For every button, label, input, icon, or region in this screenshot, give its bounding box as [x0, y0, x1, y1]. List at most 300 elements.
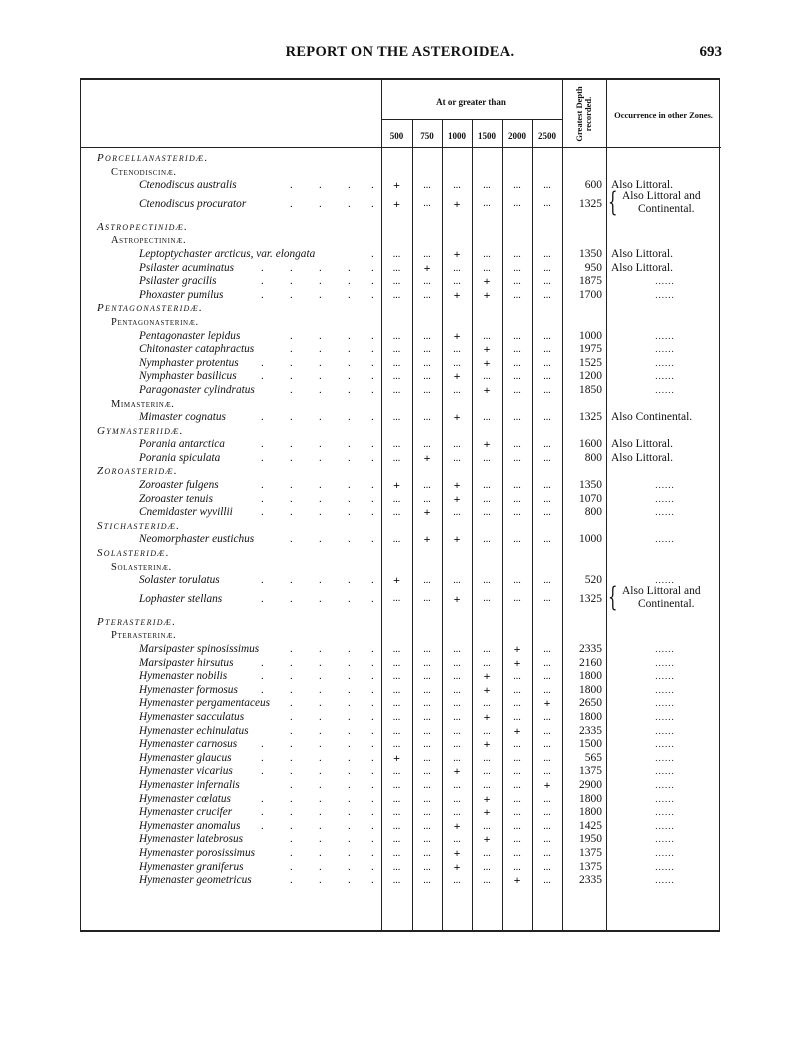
depth-cell-2000: +: [513, 642, 521, 656]
greatest-depth-value: 520: [584, 574, 602, 587]
species-name: Neomorphaster eustichus: [139, 533, 255, 546]
table-row: Hymenaster vicarius . . . . . ... ... + ... ... ... 1375 ......: [81, 765, 721, 779]
species-name: Psilaster gracilis: [139, 275, 217, 288]
greatest-depth-value: 600: [584, 179, 602, 192]
depth-cell-500: ...: [392, 779, 401, 791]
depth-cell-2000: ...: [513, 197, 521, 209]
table-row: Hymenaster anomalus . . . . . ... ... + ... ... ... 1425 ......: [81, 820, 721, 834]
depth-cell-1500: +: [483, 805, 491, 820]
greatest-depth-value: 2335: [579, 874, 602, 887]
table-row: Hymenaster infernalis . . . . ... ... ... ... ... + 2900 ......: [81, 779, 721, 793]
greatest-depth-value: 950: [584, 261, 602, 274]
depth-cell-1000: ...: [453, 439, 461, 451]
depth-cell-1000: +: [453, 246, 461, 261]
header-rule: [81, 147, 721, 148]
depth-cell-2500: ...: [543, 592, 551, 604]
table-row: Porania antarctica . . . . . ... ... ... + ... ... 1600 Also Littoral.: [81, 438, 721, 452]
table-row: Marsipaster hirsutus . . . . . ... ... ... ... + ... 2160 ......: [81, 657, 721, 671]
greatest-depth-value: 1325: [579, 411, 602, 424]
species-name: Hymenaster nobilis: [139, 670, 228, 683]
depth-cell-500: ...: [392, 371, 401, 383]
species-name: Hymenaster echinulatus: [139, 724, 249, 737]
depth-cell-750: ...: [423, 875, 431, 887]
depth-cell-500: ...: [392, 452, 401, 464]
species-name: Porania antarctica: [139, 438, 225, 451]
depth-cell-500: ...: [392, 534, 401, 546]
species-name: Hymenaster geometricus: [139, 874, 252, 887]
table-row: Psilaster acuminatus . . . . . ... + ... ... ... ... 950 Also Littoral.: [81, 262, 721, 276]
depth-cell-750: ...: [423, 357, 431, 369]
depth-cell-500: ...: [392, 592, 401, 604]
depth-cell-1000: ...: [453, 575, 461, 587]
depth-cell-2500: ...: [543, 752, 551, 764]
depth-cell-1000: ...: [453, 507, 461, 519]
depth-cell-1000: +: [453, 328, 461, 343]
depth-cell-2500: ...: [543, 493, 551, 505]
depth-cell-750: ...: [423, 384, 431, 396]
depth-cell-1000: +: [453, 591, 461, 606]
depth-cell-1000: ...: [453, 344, 461, 356]
depth-cell-750: ...: [423, 344, 431, 356]
species-name: Ctenodiscus procurator: [139, 197, 247, 210]
depth-cell-2000: +: [513, 655, 521, 670]
subfamily-heading-row: [81, 166, 721, 180]
table-row: Hymenaster geometricus . . . . ... ... ... ... + ... 2335 ......: [81, 874, 721, 888]
subfamily-name: Solasterinæ.: [111, 561, 172, 573]
depth-cell-1500: ...: [483, 592, 491, 604]
depth-cell-1500: ...: [483, 493, 491, 505]
depth-cell-500: ...: [392, 725, 401, 737]
depth-cell-1500: +: [483, 437, 491, 452]
depth-cell-2500: ...: [543, 276, 551, 288]
depth-cell-750: ...: [423, 766, 431, 778]
depth-cell-500: ...: [392, 276, 401, 288]
depth-cell-1500: ...: [483, 644, 491, 655]
occurrence-note: ......: [655, 671, 675, 682]
subfamily-heading-row: [81, 316, 721, 330]
depth-cell-1500: ...: [483, 657, 491, 669]
greatest-depth-value: 1700: [579, 288, 602, 301]
depth-cell-500: ...: [392, 834, 401, 846]
depth-cell-500: ...: [392, 644, 401, 655]
depth-cell-500: ...: [392, 671, 401, 683]
family-name: Astropectinidæ.: [97, 220, 189, 233]
table-row: Hymenaster sacculatus . . . . ... ... ... + ... ... 1800 ......: [81, 711, 721, 725]
table-row: Zoroaster fulgens . . . . . + ... + ... ... ... 1350 ......: [81, 479, 721, 493]
greatest-depth-value: 1375: [579, 765, 602, 778]
occurrence-note: ......: [655, 384, 675, 395]
depth-cell-2000: ...: [513, 807, 521, 819]
depth-cell-500: ...: [392, 439, 401, 451]
depth-cell-1000: +: [453, 287, 461, 302]
depth-cell-2000: ...: [513, 480, 521, 492]
family-heading-row: [81, 152, 721, 166]
depth-cell-1000: ...: [453, 357, 461, 369]
depth-cell-1500: ...: [483, 262, 491, 274]
depth-cell-1500: +: [483, 682, 491, 697]
species-name: Nymphaster protentus: [139, 356, 239, 369]
brace-glyph: {: [608, 186, 618, 218]
occurrence-note: Also Littoral.: [611, 451, 673, 464]
table-row: Mimaster cognatus . . . . . ... ... + ... ... ... 1325 Also Continental.: [81, 411, 721, 425]
depth-cell-2000: ...: [513, 861, 521, 873]
depth-cell-2500: ...: [543, 534, 551, 546]
occurrence-note: [608, 581, 718, 613]
depth-cell-2500: ...: [543, 344, 551, 356]
depth-cell-750: ...: [423, 276, 431, 288]
depth-cell-500: ...: [392, 861, 401, 873]
depth-cell-750: ...: [423, 592, 431, 604]
table-row: Ctenodiscus procurator . . . . + ... + ... ... ... 1325 { Also Littoral and Continental.: [81, 193, 721, 215]
depth-cell-750: ...: [423, 493, 431, 505]
species-name: Phoxaster pumilus: [139, 288, 224, 301]
running-head: [0, 44, 800, 64]
species-name: Hymenaster cœlatus: [139, 792, 231, 805]
species-name: Cnemidaster wyvillii: [139, 506, 233, 519]
depth-cell-1500: ...: [483, 180, 491, 192]
depth-cell-750: ...: [423, 847, 431, 859]
greatest-depth-value: 1350: [579, 479, 602, 492]
depth-distribution-table: [80, 78, 720, 932]
table-row: Nymphaster basilicus . . . . . ... ... + ... ... ... 1200 ......: [81, 370, 721, 384]
table-row: Neomorphaster eustichus . . . . ... + + ... ... ... 1000 ......: [81, 533, 721, 547]
family-heading-row: [81, 616, 721, 630]
greatest-depth-value: 1500: [579, 738, 602, 751]
occurrence-note: ......: [655, 644, 675, 654]
occurrence-note: ......: [655, 698, 675, 709]
greatest-depth-value: 1000: [579, 329, 602, 342]
depth-cell-500: ...: [392, 847, 401, 859]
depth-cell-1000: +: [453, 764, 461, 779]
depth-cell-750: ...: [423, 644, 431, 655]
depth-cell-750: ...: [423, 698, 431, 710]
depth-cell-1500: +: [483, 737, 491, 752]
depth-cell-1500: ...: [483, 766, 491, 778]
depth-cell-500: ...: [392, 766, 401, 778]
occurrence-note: [608, 186, 718, 218]
family-name: Pterasteridæ.: [97, 615, 177, 628]
greatest-depth-value: 1375: [579, 846, 602, 859]
greatest-depth-value: 2160: [579, 656, 602, 669]
depth-cell-2000: ...: [513, 248, 521, 260]
depth-cell-1000: ...: [453, 875, 461, 887]
depth-cell-1500: ...: [483, 575, 491, 587]
depth-cell-1500: ...: [483, 507, 491, 519]
depth-cell-1500: +: [483, 791, 491, 806]
depth-cell-1000: +: [453, 818, 461, 833]
depth-cell-750: ...: [423, 711, 431, 723]
header-occurrence: Occurrence in other Zones.: [614, 110, 713, 120]
family-heading-row: [81, 465, 721, 479]
species-name: Zoroaster tenuis: [139, 492, 213, 505]
subfamily-heading-row: [81, 629, 721, 643]
greatest-depth-value: 1800: [579, 683, 602, 696]
depth-cell-2500: ...: [543, 875, 551, 887]
header-col-2000: 2000: [508, 131, 526, 141]
greatest-depth-value: 1800: [579, 670, 602, 683]
table-row: Hymenaster latebrosus . . . . ... ... ... + ... ... 1950 ......: [81, 833, 721, 847]
depth-cell-2500: ...: [543, 507, 551, 519]
occurrence-note: ......: [655, 847, 675, 858]
depth-cell-750: ...: [423, 480, 431, 492]
depth-cell-1500: ...: [483, 820, 491, 832]
depth-cell-2000: ...: [513, 698, 521, 710]
depth-cell-2500: ...: [543, 412, 551, 424]
depth-cell-1000: ...: [453, 834, 461, 846]
occurrence-note: ......: [655, 725, 675, 736]
depth-cell-2500: ...: [543, 371, 551, 383]
depth-cell-750: ...: [423, 197, 431, 209]
depth-cell-750: ...: [423, 330, 431, 342]
greatest-depth-value: 1200: [579, 370, 602, 383]
depth-cell-750: ...: [423, 807, 431, 819]
greatest-depth-value: 1800: [579, 710, 602, 723]
occurrence-note: ......: [655, 861, 675, 872]
depth-cell-500: +: [393, 750, 400, 765]
greatest-depth-value: 1600: [579, 438, 602, 451]
depth-cell-1000: ...: [453, 262, 461, 274]
depth-cell-2500: ...: [543, 384, 551, 396]
occurrence-line-1: Also Littoral and: [622, 189, 701, 202]
species-name: Ctenodiscus australis: [139, 179, 237, 192]
species-name: Hymenaster pergamentaceus: [139, 697, 271, 710]
depth-cell-1500: ...: [483, 725, 491, 737]
header-col-1500: 1500: [478, 131, 496, 141]
depth-cell-2000: ...: [513, 592, 521, 604]
depth-cell-2500: ...: [543, 644, 551, 655]
table-row: Lophaster stellans . . . . . ... ... + ... ... ... 1325 { Also Littoral and Continental.: [81, 588, 721, 610]
depth-cell-2000: ...: [513, 507, 521, 519]
depth-cell-500: ...: [392, 248, 401, 260]
species-name: Leptoptychaster arcticus, var. elongata: [139, 247, 316, 260]
depth-cell-2500: ...: [543, 847, 551, 859]
depth-cell-750: +: [423, 450, 431, 465]
depth-cell-2500: ...: [543, 439, 551, 451]
depth-cell-2000: ...: [513, 793, 521, 805]
depth-cell-1500: ...: [483, 779, 491, 791]
table-row: Psilaster gracilis . . . . . ... ... ... + ... ... 1875 ......: [81, 275, 721, 289]
species-name: Hymenaster crucifer: [139, 806, 233, 819]
species-name: Hymenaster porosissimus: [139, 846, 256, 859]
occurrence-note: ......: [655, 371, 675, 382]
table-row: Chitonaster cataphractus . . . . ... ... ... + ... ... 1975 ......: [81, 343, 721, 357]
family-name: Zoroasteridæ.: [97, 465, 178, 478]
depth-cell-2000: ...: [513, 289, 521, 301]
occurrence-note: ......: [655, 711, 675, 722]
subfamily-heading-row: [81, 234, 721, 248]
depth-cell-2000: ...: [513, 684, 521, 696]
greatest-depth-value: 1950: [579, 833, 602, 846]
header-col-1000: 1000: [448, 131, 466, 141]
greatest-depth-value: 1525: [579, 356, 602, 369]
depth-cell-1000: +: [453, 196, 461, 211]
species-name: Hymenaster carnosus: [139, 738, 238, 751]
subfamily-name: Ctenodiscinæ.: [111, 166, 177, 178]
depth-cell-1500: ...: [483, 248, 491, 260]
depth-cell-1500: ...: [483, 371, 491, 383]
depth-cell-750: ...: [423, 575, 431, 587]
species-name: Zoroaster fulgens: [139, 479, 219, 492]
table-row: Hymenaster nobilis . . . . . ... ... ... + ... ... 1800 ......: [81, 670, 721, 684]
occurrence-note: ......: [655, 875, 675, 886]
depth-cell-2000: ...: [513, 834, 521, 846]
occurrence-note: ......: [655, 752, 675, 763]
greatest-depth-value: 800: [584, 506, 602, 519]
depth-cell-750: ...: [423, 657, 431, 669]
depth-cell-750: ...: [423, 752, 431, 764]
depth-cell-500: ...: [392, 684, 401, 696]
species-name: Porania spiculata: [139, 451, 221, 464]
header-col-750: 750: [420, 131, 434, 141]
species-name: Hymenaster latebrosus: [139, 833, 244, 846]
depth-cell-750: ...: [423, 671, 431, 683]
depth-cell-1000: ...: [453, 671, 461, 683]
depth-cell-1500: ...: [483, 875, 491, 887]
header-greatest-depth: [562, 80, 606, 148]
depth-cell-1000: +: [453, 478, 461, 493]
depth-cell-750: ...: [423, 725, 431, 737]
occurrence-note: ......: [655, 807, 675, 818]
depth-cell-1500: +: [483, 355, 491, 370]
depth-cell-1000: ...: [453, 684, 461, 696]
depth-cell-750: ...: [423, 739, 431, 751]
depth-cell-1500: +: [483, 669, 491, 684]
depth-cell-1000: +: [453, 532, 461, 547]
occurrence-note: ......: [655, 684, 675, 695]
table-row: Hymenaster cœlatus . . . . . ... ... ... + ... ... 1800 ......: [81, 793, 721, 807]
greatest-depth-value: 1425: [579, 819, 602, 832]
occurrence-line-2: Continental.: [638, 202, 695, 215]
depth-cell-1000: ...: [453, 644, 461, 655]
table-row: Paragonaster cylindratus . . . . ... ... ... + ... ... 1850 ......: [81, 384, 721, 398]
depth-cell-2000: ...: [513, 766, 521, 778]
depth-cell-1500: +: [483, 382, 491, 397]
table-row: Hymenaster carnosus . . . . . ... ... ... + ... ... 1500 ......: [81, 738, 721, 752]
header-col-500: 500: [389, 131, 404, 141]
occurrence-note: ......: [655, 493, 675, 504]
depth-cell-500: ...: [392, 698, 401, 710]
depth-cell-750: ...: [423, 439, 431, 451]
depth-cell-2500: +: [543, 777, 551, 792]
occurrence-note: ......: [655, 330, 675, 341]
species-name: Marsipaster spinosissimus: [139, 643, 260, 655]
depth-cell-1000: ...: [453, 384, 461, 396]
depth-cell-2500: ...: [543, 197, 551, 209]
depth-cell-1000: +: [453, 845, 461, 860]
depth-cell-2000: ...: [513, 752, 521, 764]
table-row: Porania spiculata . . . . . ... + ... ... ... ... 800 Also Littoral.: [81, 452, 721, 466]
depth-cell-2500: ...: [543, 671, 551, 683]
header-col-2500: 2500: [538, 131, 556, 141]
occurrence-line-1: Also Littoral and: [622, 584, 701, 597]
species-name: Mimaster cognatus: [139, 411, 226, 424]
depth-cell-1000: +: [453, 859, 461, 874]
occurrence-note: ......: [655, 657, 675, 668]
family-heading-row: [81, 302, 721, 316]
greatest-depth-value: 1375: [579, 860, 602, 873]
depth-cell-500: ...: [392, 330, 401, 342]
depth-cell-500: ...: [392, 262, 401, 274]
depth-cell-2000: ...: [513, 779, 521, 791]
depth-cell-500: +: [393, 478, 400, 493]
depth-cell-750: ...: [423, 834, 431, 846]
depth-cell-2000: ...: [513, 493, 521, 505]
depth-cell-1500: +: [483, 342, 491, 357]
depth-cell-2500: ...: [543, 480, 551, 492]
greatest-depth-value: 1000: [579, 533, 602, 546]
depth-cell-1500: ...: [483, 480, 491, 492]
family-heading-row: [81, 520, 721, 534]
depth-cell-2500: ...: [543, 861, 551, 873]
occurrence-note: ......: [655, 480, 675, 491]
depth-cell-2500: ...: [543, 330, 551, 342]
running-title: REPORT ON THE ASTEROIDEA.: [285, 44, 515, 60]
species-name: Hymenaster vicarius: [139, 765, 233, 778]
depth-cell-1000: +: [453, 369, 461, 384]
family-heading-row: [81, 425, 721, 439]
depth-cell-2500: +: [543, 696, 551, 711]
depth-cell-500: ...: [392, 493, 401, 505]
depth-cell-2000: ...: [513, 671, 521, 683]
occurrence-note: ......: [655, 344, 675, 355]
depth-cell-500: ...: [392, 820, 401, 832]
depth-cell-1000: ...: [453, 807, 461, 819]
depth-cell-1500: +: [483, 287, 491, 302]
family-heading-row: [81, 221, 721, 235]
family-name: Solasteridæ.: [97, 547, 170, 560]
subfamily-name: Mimasterinæ.: [111, 398, 175, 410]
occurrence-note: ......: [655, 793, 675, 804]
family-name: Pentagonasteridæ.: [97, 302, 204, 315]
depth-cell-2000: ...: [513, 534, 521, 546]
subfamily-name: Pterasterinæ.: [111, 630, 177, 642]
occurrence-note: ......: [655, 289, 675, 300]
depth-cell-2500: ...: [543, 793, 551, 805]
depth-cell-2500: ...: [543, 684, 551, 696]
species-name: Psilaster acuminatus: [139, 261, 235, 274]
subfamily-name: Pentagonasterinæ.: [111, 316, 199, 328]
species-name: Pentagonaster lepidus: [139, 329, 241, 342]
depth-cell-2000: ...: [513, 820, 521, 832]
depth-cell-1000: ...: [453, 276, 461, 288]
table-row: Phoxaster pumilus . . . . . ... ... + + ... ... 1700 ......: [81, 289, 721, 303]
table-row: Hymenaster echinulatus . . . . ... ... ... ... + ... 2335 ......: [81, 725, 721, 739]
header-greatest-depth-label: Greatest Depth recorded.: [574, 86, 593, 142]
table-row: Marsipaster spinosissimus . . . . ... ... ... ... + ... 2335 ......: [81, 643, 721, 657]
greatest-depth-value: 1800: [579, 806, 602, 819]
table-row: Hymenaster formosus . . . . . ... ... ... + ... ... 1800 ......: [81, 684, 721, 698]
greatest-depth-value: 1850: [579, 383, 602, 396]
depth-cell-2000: ...: [513, 344, 521, 356]
subfamily-heading-row: [81, 398, 721, 412]
table-row: Hymenaster graniferus . . . . ... ... + ... ... ... 1375 ......: [81, 861, 721, 875]
depth-cell-750: ...: [423, 248, 431, 260]
depth-cell-2000: +: [513, 873, 521, 888]
depth-cell-1000: ...: [453, 711, 461, 723]
greatest-depth-value: 565: [584, 751, 602, 764]
depth-cell-1000: ...: [453, 452, 461, 464]
depth-cell-1000: ...: [453, 739, 461, 751]
occurrence-note: ......: [655, 834, 675, 845]
depth-cell-2500: ...: [543, 262, 551, 274]
depth-cell-2000: ...: [513, 847, 521, 859]
depth-cell-2000: +: [513, 723, 521, 738]
occurrence-note: Also Littoral.: [611, 438, 673, 451]
depth-cell-750: ...: [423, 793, 431, 805]
depth-cell-2000: ...: [513, 739, 521, 751]
depth-cell-2500: ...: [543, 248, 551, 260]
table-body: [81, 152, 721, 888]
